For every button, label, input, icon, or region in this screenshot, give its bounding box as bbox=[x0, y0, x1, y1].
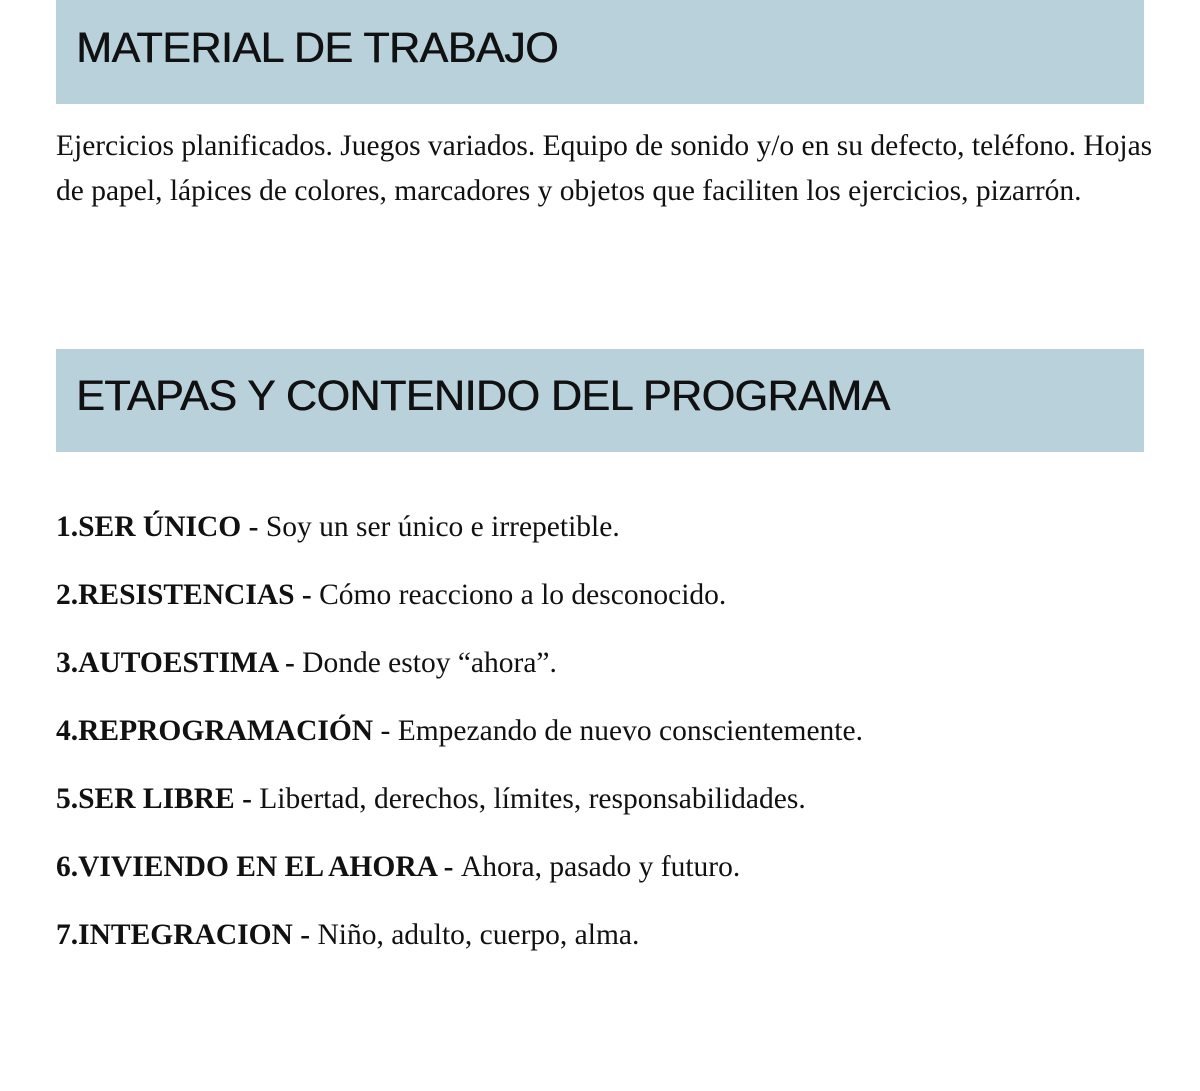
etapa-title: 6.VIVIENDO EN EL AHORA - bbox=[56, 851, 461, 883]
etapa-description: Cómo reacciono a lo desconocido. bbox=[319, 579, 727, 611]
etapa-description: Libertad, derechos, límites, responsabilidades. bbox=[259, 783, 806, 815]
material-description: Ejercicios planificados. Juegos variados. Equipo de sonido y/o en su defecto, teléfono. Hojas de papel, lápices de colores, marcadores y objetos que faciliten los ejercicios, pizarrón. bbox=[56, 130, 1153, 207]
etapa-title: 2.RESISTENCIAS - bbox=[56, 579, 320, 611]
etapa-description: - Empezando de nuevo conscientemente. bbox=[373, 715, 863, 747]
etapas-section-header bbox=[56, 349, 1144, 452]
etapa-title: 3.AUTOESTIMA - bbox=[56, 647, 303, 679]
etapa-title: 5.SER LIBRE - bbox=[56, 783, 260, 815]
etapas-list bbox=[56, 505, 1156, 981]
etapa-title: 7.INTEGRACION - bbox=[56, 919, 318, 951]
etapa-title: 1.SER ÚNICO - bbox=[56, 511, 266, 543]
etapa-item-6 bbox=[56, 845, 1156, 913]
etapa-item-3 bbox=[56, 641, 1156, 709]
etapa-item-2 bbox=[56, 573, 1156, 641]
etapa-description: Ahora, pasado y futuro. bbox=[460, 851, 741, 883]
material-section-title: MATERIAL DE TRABAJO bbox=[76, 23, 558, 72]
etapa-description: Niño, adulto, cuerpo, alma. bbox=[317, 919, 640, 951]
etapa-title: 4.REPROGRAMACIÓN bbox=[56, 715, 374, 747]
etapa-item-1 bbox=[56, 505, 1156, 573]
etapa-item-7 bbox=[56, 913, 1156, 981]
etapas-section-title: ETAPAS Y CONTENIDO DEL PROGRAMA bbox=[76, 372, 890, 420]
etapa-item-4 bbox=[56, 709, 1156, 777]
etapa-item-5 bbox=[56, 777, 1156, 845]
material-section-header bbox=[56, 0, 1144, 104]
etapa-description: Soy un ser único e irrepetible. bbox=[265, 511, 620, 543]
etapa-description: Donde estoy “ahora”. bbox=[302, 647, 557, 679]
